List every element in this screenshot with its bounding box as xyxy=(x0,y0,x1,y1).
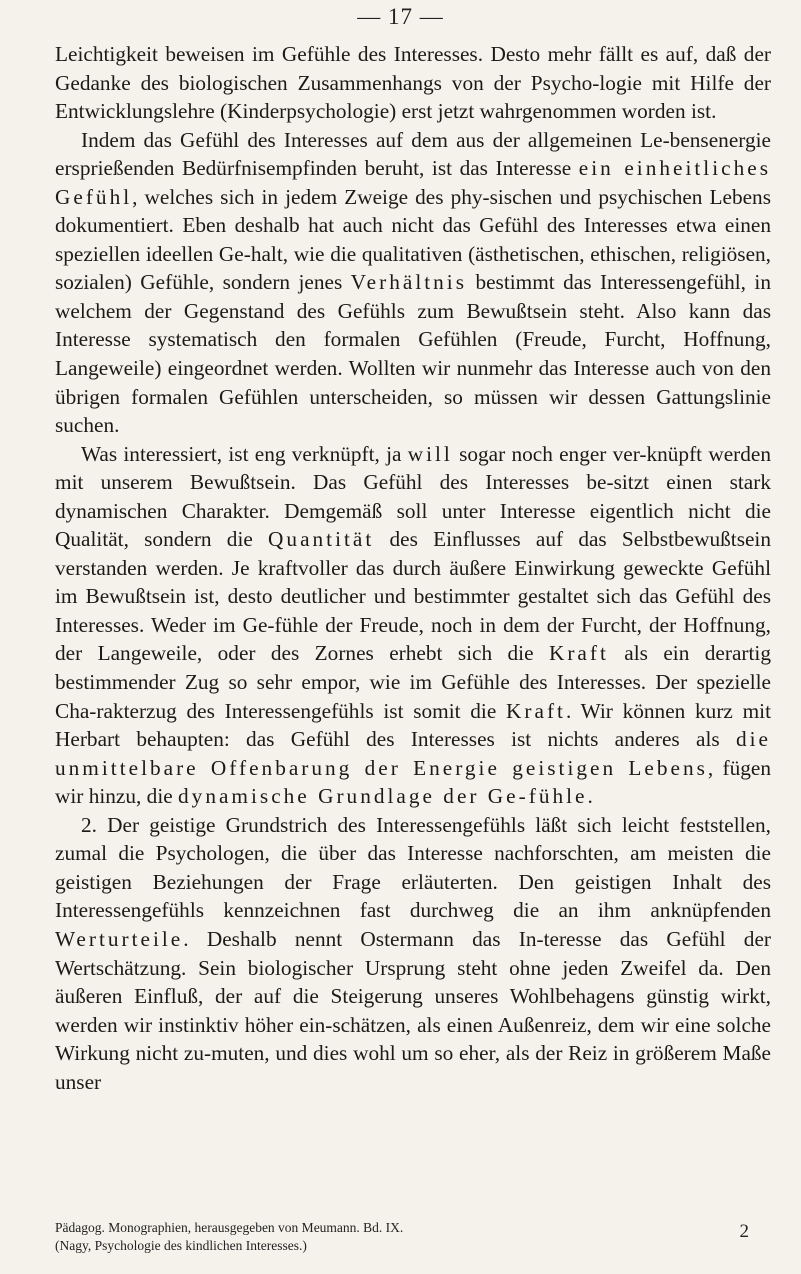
text-run: Leichtigkeit beweisen im Gefühle des Interesses. Desto mehr fällt es auf, daß der Gedanke des biologischen Zusammenhangs von der Psycho-logie mit Hilfe der Entwicklungslehre (Kinderpsychologie) erst jetzt wahrgenommen worden ist. xyxy=(55,42,771,124)
emphasized-text: will xyxy=(407,441,453,466)
text-run: bestimmt das Interessengefühl, in welchem der Gegenstand des Gefühls zum Bewußtsein steht. Also kann das Interesse systematisch den formalen Gefühlen (Freude, Furcht, Hoffnung, Langeweile) eingeordnet werden. Wollten wir nunmehr das Interesse auch von den übrigen formalen Gefühlen unterscheiden, so müssen wir dessen Gattungslinie suchen. xyxy=(55,270,771,438)
emphasized-text: die unmittelbare Offenbarung der Energie geistigen Lebens xyxy=(55,727,771,780)
emphasized-text: Werturteile xyxy=(55,926,184,951)
text-run: . Deshalb nennt Ostermann das In-teresse das Gefühl der Wertschätzung. Sein biologischer Ursprung steht ohne jeden Zweifel da. Den äußeren Einfluß, der auf die Steigerung unseres Wohlbehagens günstig wirkt, werden wir instinktiv höher ein-schätzen, als einen Außenreiz, dem wir eine solche Wirkung nicht zu-muten, und dies wohl um so eher, als der Reiz in größerem Maße unser xyxy=(55,926,771,1094)
text-run: als ein derartig bestimmender Zug so sehr empor, wie im Gefühle des Interesses. Der spezielle Cha-rakterzug des Interessengefühls ist somit die xyxy=(55,641,771,723)
paragraph xyxy=(55,126,771,440)
emphasized-text: Kraft xyxy=(506,698,566,723)
text-run: 2. Der geistige Grundstrich des Interessengefühls läßt sich leicht feststellen, zumal die Psychologen, die über das Interesse nachforschten, am meisten die geistigen Beziehungen der Frage erläuterten. Den geistigen Inhalt des Interessengefühls kennzeichnen fast durchweg die an ihm anknüpfenden xyxy=(55,812,771,923)
paragraph xyxy=(55,811,771,1096)
text-run: Was interessiert, ist eng verknüpft, ja xyxy=(81,441,408,466)
text-run: . xyxy=(587,784,593,809)
page-number: — 17 — xyxy=(357,4,444,29)
emphasized-text: dynamische Grundlage der Ge-fühle xyxy=(178,784,588,809)
paragraph xyxy=(55,440,771,811)
book-note: (Nagy, Psychologie des kindlichen Interesses.) xyxy=(55,1238,307,1253)
series-note: Pädagog. Monographien, herausgegeben von Meumann. Bd. IX. xyxy=(55,1220,404,1235)
text-run: . Wir können kurz mit Herbart behaupten: das Gefühl des Interesses ist nichts anderes als xyxy=(55,698,771,752)
emphasized-text: Quantität xyxy=(268,527,375,552)
body-text xyxy=(55,40,771,1096)
text-run: des Einflusses auf das Selbstbewußtsein verstanden werden. Je kraftvoller das durch äußere Einwirkung geweckte Gefühl im Bewußtsein ist, desto deutlicher und bestimmter gestaltet sich das Gefühl des Interesses. Weder im Ge-fühle der Freude, noch in dem der Furcht, der Hoffnung, der Langeweile, oder des Zornes erhebt sich die xyxy=(55,527,771,666)
signature-mark: 2 xyxy=(739,1221,749,1242)
emphasized-text: Verhältnis xyxy=(350,270,468,295)
emphasized-text: Kraft xyxy=(548,641,609,666)
text-run: sogar noch enger ver-knüpft werden mit unserem Bewußtsein. Das Gefühl des Interesses be-sitzt einen stark dynamischen Charakter. Demgemäß soll unter Interesse eigentlich nicht die Qualität, sondern die xyxy=(55,441,772,552)
page-footer xyxy=(55,1219,771,1255)
text-run: , welches sich in jedem Zweige des phy-sischen und psychischen Lebens dokumentiert. Eben deshalb hat auch nicht das Gefühl des Interesses etwa einen speziellen ideellen Ge-halt, wie die qualitativen (ästhetischen, ethischen, religiösen, sozialen) Gefühle, sondern jenes xyxy=(55,184,771,295)
text-run: , fügen wir hinzu, die xyxy=(55,755,771,809)
emphasized-text: ein einheitliches Gefühl xyxy=(55,156,771,209)
text-run: Indem das Gefühl des Interesses auf dem aus der allgemeinen Le-bensenergie ersprießenden Bedürfnisempfinden beruht, ist das Interesse xyxy=(55,127,771,181)
paragraph xyxy=(55,40,771,126)
